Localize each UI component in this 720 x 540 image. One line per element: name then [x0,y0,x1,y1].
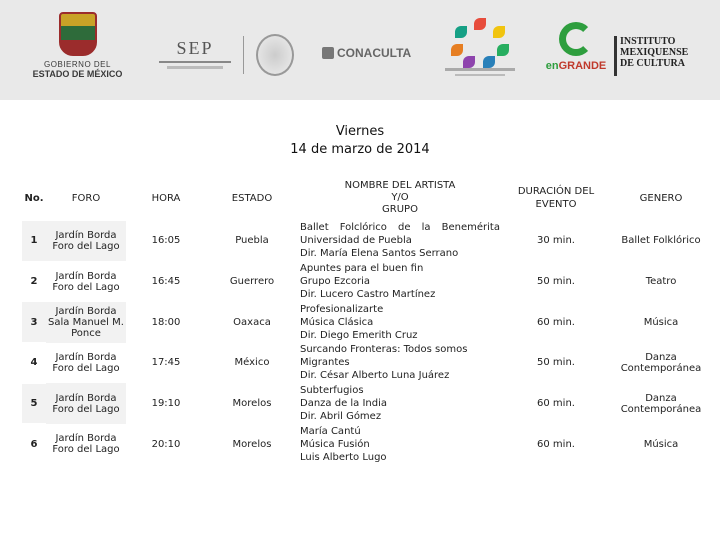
foro-cell-line: Jardín Borda [55,270,117,282]
row-number: 5 [22,383,46,424]
conaculta-mark-icon [322,47,334,59]
row-number: 3 [22,302,46,343]
duracion-cell: 50 min. [537,357,575,369]
duracion-cell: 60 min. [537,438,575,450]
artist-cell-line: Grupo Ezcoria [300,276,371,288]
foro-cell [46,383,126,424]
artist-cell-line: Subterfugios [300,385,364,397]
hora-cell: 16:05 [151,235,181,247]
national-seal-icon [256,34,294,76]
table-row [22,221,712,262]
artist-cell [298,221,502,262]
foro-cell-line: Jardín Borda [55,433,117,445]
estado-cell: México [234,357,270,369]
imc-line: MEXIQUENSE [620,47,689,58]
foro-cell-line: Ponce [71,327,101,339]
foro-cell-line: Jardín Borda [55,351,117,363]
genero-cell [610,343,712,384]
estado-cell: Guerrero [229,276,275,288]
table-row [22,261,712,302]
genero-cell-line: Ballet Folklórico [621,235,701,247]
artist-cell-line: Dir. César Alberto Luna Juárez [300,370,450,382]
imc-line: DE CULTURA [620,58,685,69]
day-heading: Viernes [335,124,385,139]
logo-divider [243,36,244,74]
artist-cell [298,343,502,384]
col-header-artist [298,176,502,221]
artist-header-line: GRUPO [382,204,418,216]
row-number: 2 [22,261,46,302]
foro-cell-line: Jardín Borda [55,392,117,404]
foro-cell [46,221,126,262]
genero-cell-line: Danza [645,351,677,363]
artist-cell-line: Dir. María Elena Santos Serrano [300,248,459,260]
artist-cell-line: Migrantes [300,357,350,369]
hora-cell: 16:45 [151,276,181,288]
artist-cell-line: Apuntes para el buen fin [300,263,424,275]
genero-cell-line: Contemporánea [620,403,702,415]
sep-logo [155,38,235,78]
genero-cell-line: Contemporánea [620,362,702,374]
engrande-en: en [545,60,559,72]
artist-cell-line: Dir. Lucero Castro Martínez [300,289,436,301]
logo-banner [0,0,720,100]
col-header-genero: GENERO [639,192,683,204]
artist-cell-line: Profesionalizarte [300,303,384,315]
duration-header-line: DURACIÓN DEL [517,186,595,198]
hora-cell: 18:00 [151,316,181,328]
genero-cell [610,221,712,262]
hora-cell: 17:45 [151,357,181,369]
col-header-estado: ESTADO [231,192,273,204]
col-header-hora: HORA [151,192,181,204]
g-letter-icon [559,22,593,56]
estado-cell: Puebla [235,235,269,247]
artist-cell-line: Música Clásica [300,316,374,328]
conaculta-word: CONACULTA [337,46,412,60]
foro-cell-line: Foro del Lago [52,281,120,293]
foro-cell [46,424,126,464]
duration-header-line: EVENTO [535,199,577,211]
genero-cell-line: Danza [645,392,677,404]
artist-cell [298,261,502,302]
duracion-cell: 60 min. [537,316,575,328]
foro-cell [46,302,126,343]
duracion-cell: 30 min. [537,235,575,247]
duracion-cell: 50 min. [537,276,575,288]
foro-cell-line: Foro del Lago [52,444,120,456]
artist-cell-line: Danza de la India [300,398,388,410]
artist-cell-line: Dir. Abril Gómez [300,411,382,423]
estado-cell: Morelos [232,438,272,450]
sep-word: SEP [176,38,214,58]
foro-cell-line: Jardín Borda [55,229,117,241]
artist-cell-line: Surcando Fronteras: Todos somos [300,344,468,356]
engrande-grande: GRANDE [558,60,607,72]
conaculta-logo [322,46,411,60]
table-row [22,343,712,384]
artist-cell [298,302,502,343]
table-row [22,424,712,464]
estado-cell: Oaxaca [233,316,271,328]
artist-cell-line: María Cantú [300,425,361,437]
genero-cell [610,424,712,464]
artist-cell-line: Universidad de Puebla [300,235,412,247]
genero-cell [610,261,712,302]
table-row [22,383,712,424]
genero-cell-line: Música [643,316,679,328]
artist-header-line: Y/O [391,192,409,204]
artist-cell-line: Ballet Folclórico de la Benemérita [300,222,500,234]
foro-cell-line: Foro del Lago [52,403,120,415]
table-header-row [22,176,712,221]
imc-logo [614,36,696,76]
estado-de-mexico-logo [30,12,125,92]
duracion-cell: 60 min. [537,398,575,410]
artist-cell-line: Dir. Diego Emerith Cruz [300,329,418,341]
artist-cell [298,424,502,464]
festival-star-logo [445,18,515,78]
foro-cell-line: Sala Manuel M. [48,316,124,328]
foro-cell [46,261,126,302]
foro-cell [46,343,126,384]
genero-cell-line: Música [643,438,679,450]
artist-header-line: NOMBRE DEL ARTISTA [344,180,456,192]
col-header-duracion [502,176,610,221]
engrande-logo [540,22,612,82]
foro-cell-line: Jardín Borda [55,305,117,317]
schedule-table [22,176,712,464]
coat-of-arms-icon [59,12,97,56]
estado-cell: Morelos [232,398,272,410]
foro-cell-line: Foro del Lago [52,240,120,252]
col-header-foro: FORO [71,192,101,204]
row-number: 6 [22,424,46,464]
artist-cell [298,383,502,424]
edomex-line1: GOBIERNO DEL [44,60,111,69]
row-number: 4 [22,343,46,384]
artist-cell-line: Música Fusión [300,438,370,450]
genero-cell [610,383,712,424]
col-header-no: No. [24,192,44,204]
table-row [22,302,712,343]
row-number: 1 [22,221,46,262]
artist-cell-line: Luis Alberto Lugo [300,451,387,463]
foro-cell-line: Foro del Lago [52,362,120,374]
date-heading: 14 de marzo de 2014 [290,142,430,157]
hora-cell: 20:10 [151,438,181,450]
edomex-line2: ESTADO DE MÉXICO [32,69,123,79]
genero-cell [610,302,712,343]
genero-cell-line: Teatro [645,276,677,288]
imc-line: INSTITUTO [620,36,676,47]
hora-cell: 19:10 [151,398,181,410]
